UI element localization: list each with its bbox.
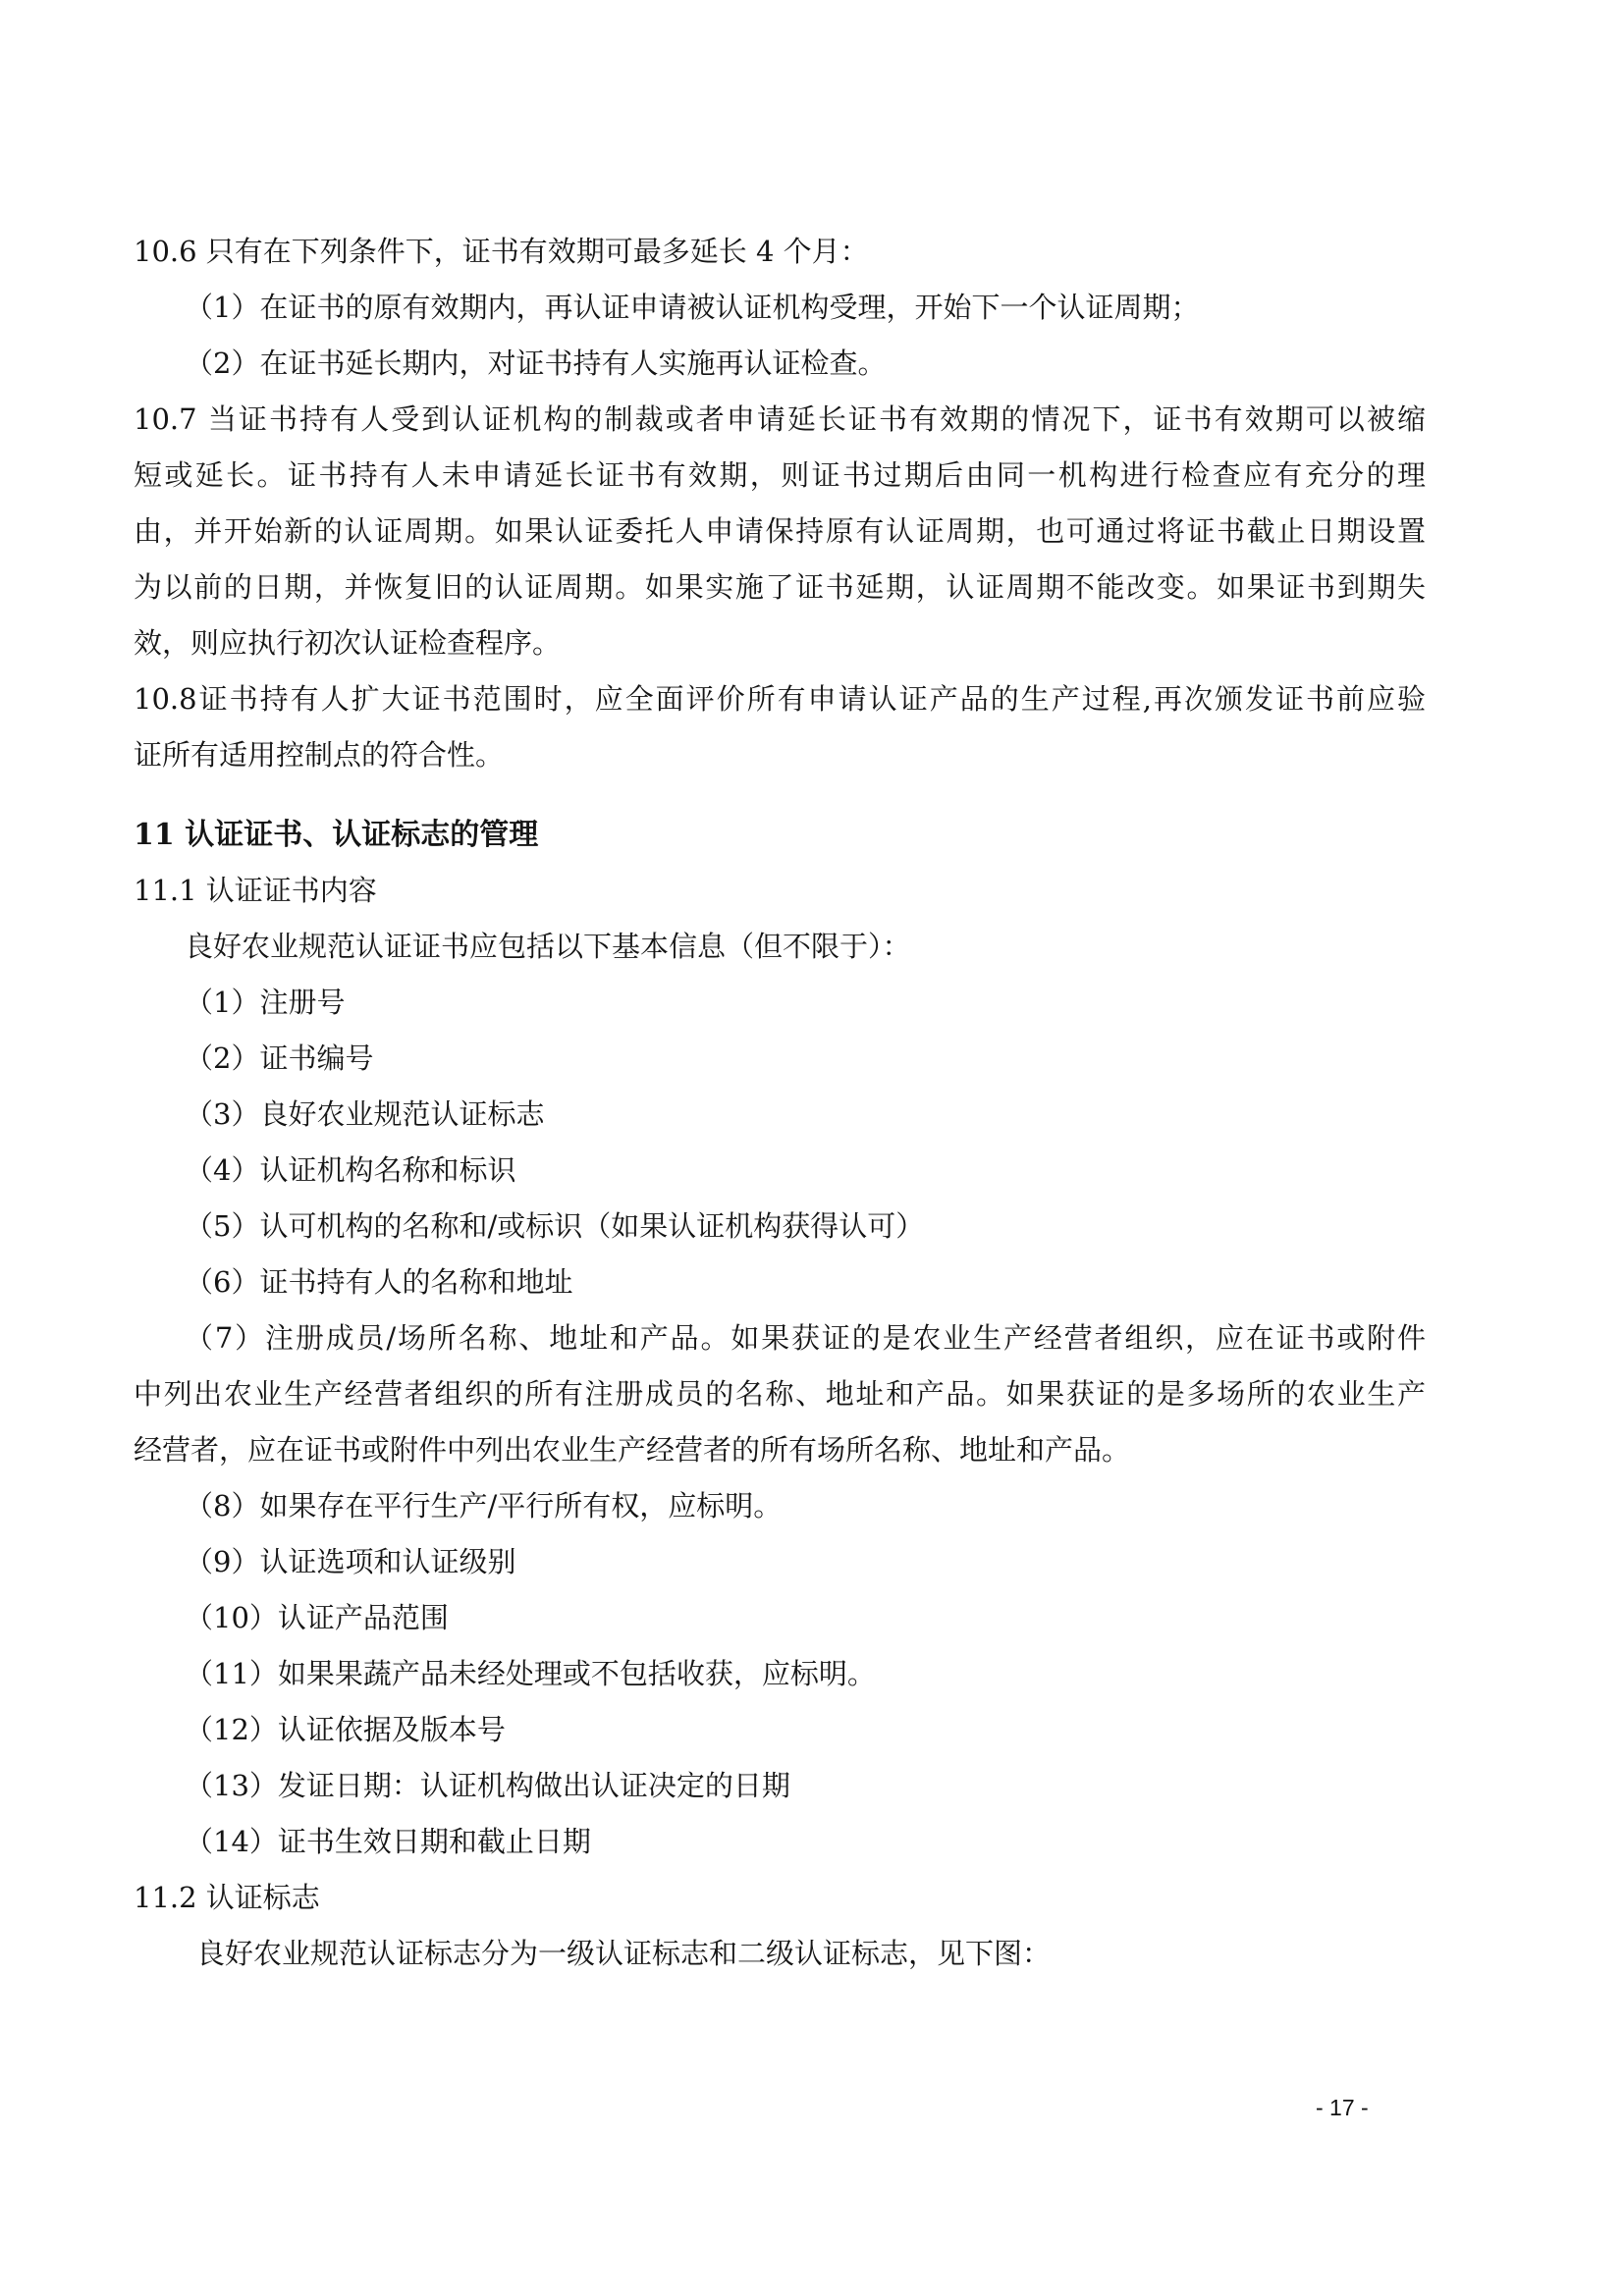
cert-item-13: （13）发证日期：认证机构做出认证决定的日期 (185, 1769, 790, 1802)
clause-10-6: 10.6 只有在下列条件下，证书有效期可最多延长 4 个月： (134, 235, 869, 268)
clause-10-8-line-1: 10.8证书持有人扩大证书范围时，应全面评价所有申请认证产品的生产过程,再次颁发证书前应验 (134, 682, 1426, 716)
cert-item-7-line-3: 经营者，应在证书或附件中列出农业生产经营者的所有场所名称、地址和产品。 (134, 1433, 1131, 1467)
clause-11-2: 11.2 认证标志 (134, 1881, 320, 1914)
cert-item-7-line-2: 中列出农业生产经营者组织的所有注册成员的名称、地址和产品。如果获证的是多场所的农业生产 (134, 1377, 1426, 1411)
cert-item-3: （3）良好农业规范认证标志 (185, 1097, 545, 1131)
cert-item-14: （14）证书生效日期和截止日期 (185, 1825, 591, 1858)
list-item-1: （1）在证书的原有效期内，再认证申请被认证机构受理，开始下一个认证周期； (185, 291, 1200, 324)
cert-item-10: （10）认证产品范围 (185, 1601, 449, 1634)
cert-item-2: （2）证书编号 (185, 1041, 374, 1075)
clause-11-1: 11.1 认证证书内容 (134, 874, 377, 907)
cert-item-8: （8）如果存在平行生产/平行所有权，应标明。 (185, 1489, 783, 1522)
clause-11-1-intro: 良好农业规范认证证书应包括以下基本信息（但不限于）： (185, 930, 911, 963)
cert-item-4: （4）认证机构名称和标识 (185, 1153, 516, 1187)
cert-item-7-line-1: （7）注册成员/场所名称、地址和产品。如果获证的是农业生产经营者组织，应在证书或附件 (185, 1321, 1426, 1355)
cert-item-12: （12）认证依据及版本号 (185, 1713, 506, 1746)
cert-item-1: （1）注册号 (185, 986, 346, 1019)
clause-10-7-line-4: 为以前的日期，并恢复旧的认证周期。如果实施了证书延期，认证周期不能改变。如果证书到期失 (134, 570, 1426, 604)
clause-10-7-line-3: 由，并开始新的认证周期。如果认证委托人申请保持原有认证周期，也可通过将证书截止日期设置 (134, 514, 1426, 548)
list-item-2: （2）在证书延长期内，对证书持有人实施再认证检查。 (185, 347, 887, 380)
cert-item-6: （6）证书持有人的名称和地址 (185, 1265, 573, 1299)
section-11-heading: 11 认证证书、认证标志的管理 (134, 818, 539, 852)
cert-item-11: （11）如果果蔬产品未经处理或不包括收获，应标明。 (185, 1657, 876, 1690)
clause-10-7-line-1: 10.7 当证书持有人受到认证机构的制裁或者申请延长证书有效期的情况下，证书有效期可以被缩 (134, 402, 1426, 436)
clause-10-8-line-2: 证所有适用控制点的符合性。 (134, 738, 505, 772)
clause-10-7-line-2: 短或延长。证书持有人未申请延长证书有效期，则证书过期后由同一机构进行检查应有充分的理 (134, 458, 1426, 492)
cert-item-9: （9）认证选项和认证级别 (185, 1545, 516, 1578)
clause-11-2-intro: 良好农业规范认证标志分为一级认证标志和二级认证标志，见下图： (196, 1937, 1052, 1970)
cert-item-5: （5）认可机构的名称和/或标识（如果认证机构获得认可） (185, 1209, 925, 1243)
page-number: - 17 - (1316, 2095, 1369, 2120)
clause-10-7-line-5: 效，则应执行初次认证检查程序。 (134, 626, 562, 660)
document-body (134, 224, 1426, 1982)
